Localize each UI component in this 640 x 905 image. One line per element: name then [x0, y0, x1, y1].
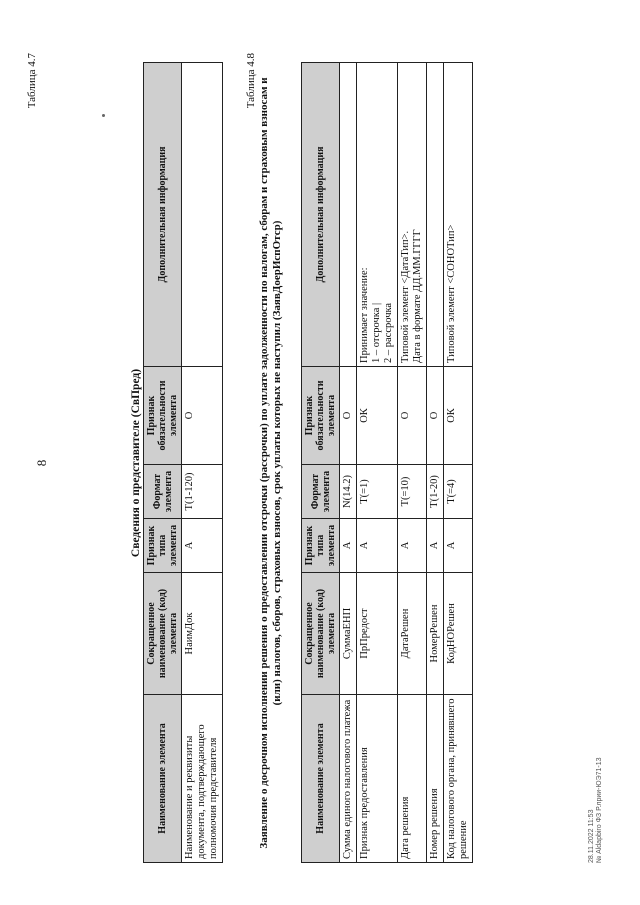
cell-code: НаимДок	[182, 573, 223, 695]
cell-name: Номер решения	[427, 695, 444, 863]
cell-info: Принимает значение: 1 – отсрочка | 2 – рассрочка	[357, 63, 398, 367]
cell-code: СуммаЕНП	[340, 573, 357, 695]
footer-line: 28.11.2022 11:53	[588, 809, 595, 863]
header-cell: Сокращенное наименование (код) элемента	[144, 573, 182, 695]
cell-format: Т(=1)	[357, 465, 398, 519]
cell-code: ДатаРешен	[398, 573, 427, 695]
table-row	[357, 63, 398, 863]
header-cell: Дополнительная информация	[302, 63, 340, 367]
cell-code: КодНОРешен	[444, 573, 473, 695]
table-row	[182, 63, 223, 863]
footer-line: № Aldapbiro ФЗ Р.лрии-ЮЭ71-13	[596, 757, 603, 863]
cell-code: НомерРешен	[427, 573, 444, 695]
cell-info: Типовой элемент <СОНОТип>	[444, 63, 473, 367]
cell-info: Типовой элемент <ДатаТип>. Дата в формате ДД.ММ.ГГГГ	[398, 63, 427, 367]
cell-type: А	[444, 519, 473, 573]
header-cell: Признак типа элемента	[302, 519, 340, 573]
cell-type: А	[340, 519, 357, 573]
cell-name: Код налогового органа, принявшего решение	[444, 695, 473, 863]
header-cell: Признак обязательности элемента	[144, 367, 182, 465]
table-4-8-title: Заявление о досрочном исполнении решения о предоставлении отсрочки (рассрочки) по уплате задолженности по налогам, сборам и страховым взносам и (или) налогов, сборов, страховых взносов, срок уплаты которых не наступил (ЗаявДоерИспОтср)	[258, 77, 283, 849]
cell-type: А	[427, 519, 444, 573]
rotated-content	[12, 12, 628, 893]
table-row	[340, 63, 357, 863]
table-header-row	[302, 63, 340, 863]
footer-stamp	[588, 757, 604, 863]
cell-type: А	[357, 519, 398, 573]
cell-name: Дата решения	[398, 695, 427, 863]
header-cell: Сокращенное наименование (код) элемента	[302, 573, 340, 695]
table-4-8-label: Таблица 4.8	[245, 53, 257, 109]
header-cell: Дополнительная информация	[144, 63, 182, 367]
cell-name: Наименование и реквизиты документа, подтверждающего полномочия представителя	[182, 695, 223, 863]
cell-info	[427, 63, 444, 367]
header-cell: Наименование элемента	[302, 695, 340, 863]
scan-speck	[102, 114, 105, 117]
cell-format: Т(=4)	[444, 465, 473, 519]
table-header-row	[144, 63, 182, 863]
header-cell: Формат элемента	[144, 465, 182, 519]
cell-required: О	[340, 367, 357, 465]
cell-name: Сумма единого налогового платежа	[340, 695, 357, 863]
cell-format: N(14.2)	[340, 465, 357, 519]
cell-required: О	[182, 367, 223, 465]
table-4-7-title: Сведения о представителе (СвПред)	[130, 368, 142, 558]
cell-type: А	[182, 519, 223, 573]
cell-required: ОК	[357, 367, 398, 465]
cell-required: О	[398, 367, 427, 465]
cell-name: Признак предоставления	[357, 695, 398, 863]
table-row	[427, 63, 444, 863]
page-number: 8	[34, 459, 49, 467]
header-cell: Формат элемента	[302, 465, 340, 519]
header-cell: Наименование элемента	[144, 695, 182, 863]
cell-code: ПрПредост	[357, 573, 398, 695]
cell-format: Т(1-120)	[182, 465, 223, 519]
cell-info	[182, 63, 223, 367]
cell-format: Т(=10)	[398, 465, 427, 519]
cell-info	[340, 63, 357, 367]
cell-required: ОК	[444, 367, 473, 465]
table-4-7	[143, 62, 223, 863]
table-row	[398, 63, 427, 863]
table-4-8	[301, 62, 473, 863]
document-page	[12, 12, 628, 893]
header-cell: Признак обязательности элемента	[302, 367, 340, 465]
cell-required: О	[427, 367, 444, 465]
cell-format: Т(1-20)	[427, 465, 444, 519]
table-row	[444, 63, 473, 863]
cell-type: А	[398, 519, 427, 573]
table-4-7-label: Таблица 4.7	[26, 53, 38, 109]
header-cell: Признак типа элемента	[144, 519, 182, 573]
